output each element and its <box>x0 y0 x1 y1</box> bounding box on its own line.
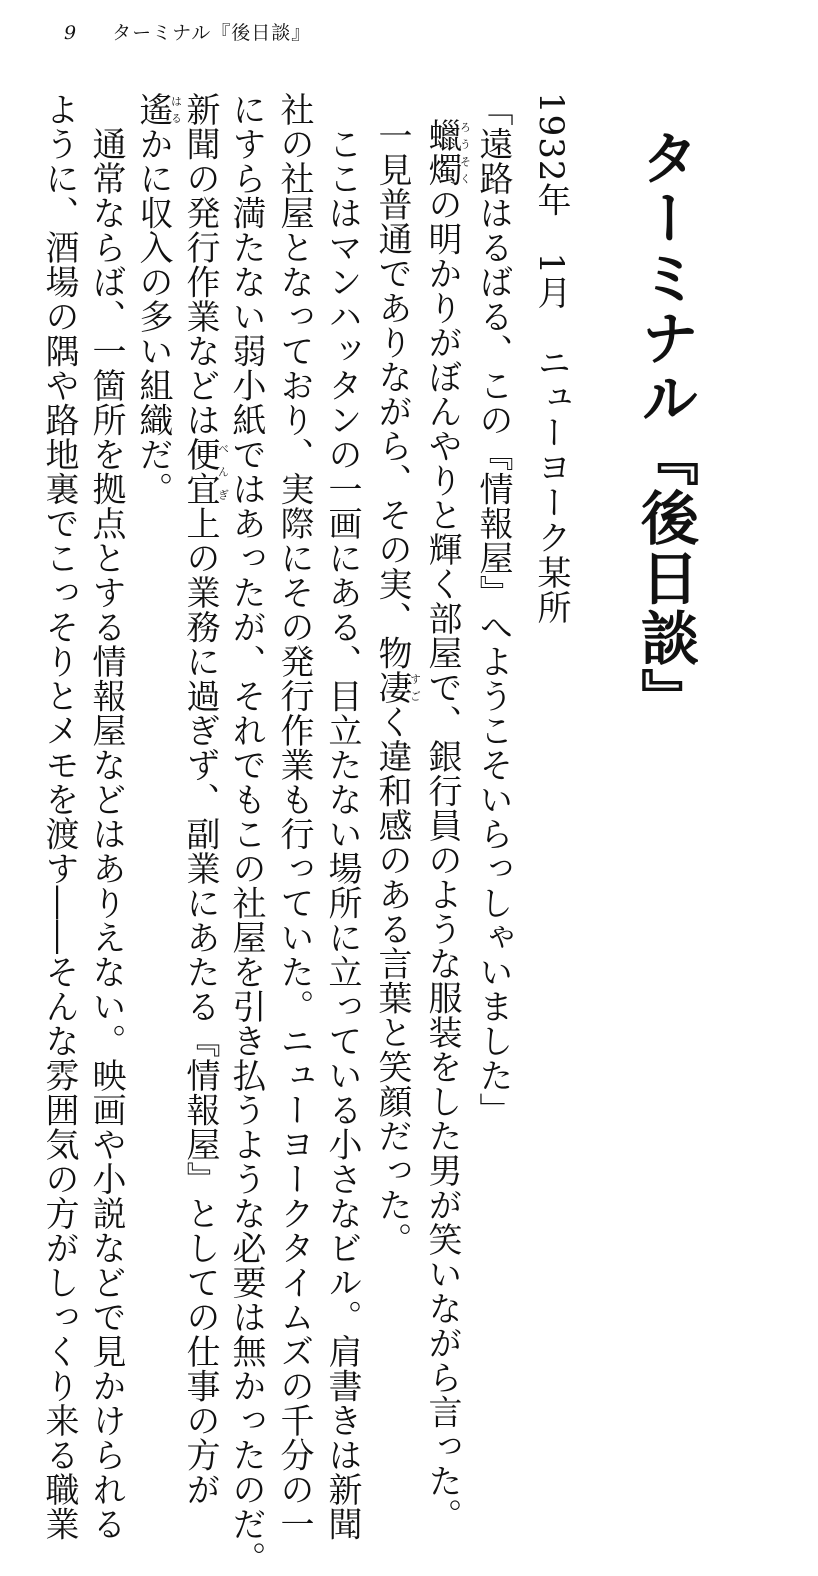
running-title: ターミナル『後日談』 <box>112 22 312 44</box>
page-number: 9 <box>64 22 78 44</box>
body-line: にすら満たない弱小紙ではあったが、それでもこの社屋を引き払うような必要は無かったのだ。 <box>226 92 266 1576</box>
dateline: 1932年 1月 ニューヨーク某所 <box>531 92 571 626</box>
body-line: 社の社屋となっており、実際にその発行作業も行っていた。ニューヨークタイムズの千分の一 <box>274 92 314 1541</box>
body-line: ように、酒場の隅や路地裏でこっそりとメモを渡す――そんな雰囲気の方がしっくり来る職業 <box>39 92 79 1541</box>
chapter-title: ターミナル『後日談』 <box>631 128 699 728</box>
body-line: 「遠路はるばる、この『情報屋』へようこそいらっしゃいました」 <box>473 92 513 1127</box>
body-line: 遙はるかに収入の多い組織だ。 <box>133 92 183 506</box>
body-line: 蠟燭ろうそくの明かりがぼんやりと輝く部屋で、銀行員のような服装をした男が笑いながら言った。 <box>422 118 472 1533</box>
body-line: 一見普通でありながら、その実、物凄すごく違和感のある言葉と笑顔だった。 <box>372 118 422 1257</box>
body-line: 通常ならば、一箇所を拠点とする情報屋などはありえない。映画や小説などで見かけられる <box>86 92 126 1541</box>
body-line: ここはマンハッタンの一画にある、目立たない場所に立っている小さなビル。肩書きは新聞 <box>322 92 362 1541</box>
body-line: 新聞の発行作業などは便宜べんぎ上の業務に過ぎず、副業にあたる『情報屋』としての仕事の方が <box>180 92 230 1507</box>
running-head <box>64 18 311 45</box>
